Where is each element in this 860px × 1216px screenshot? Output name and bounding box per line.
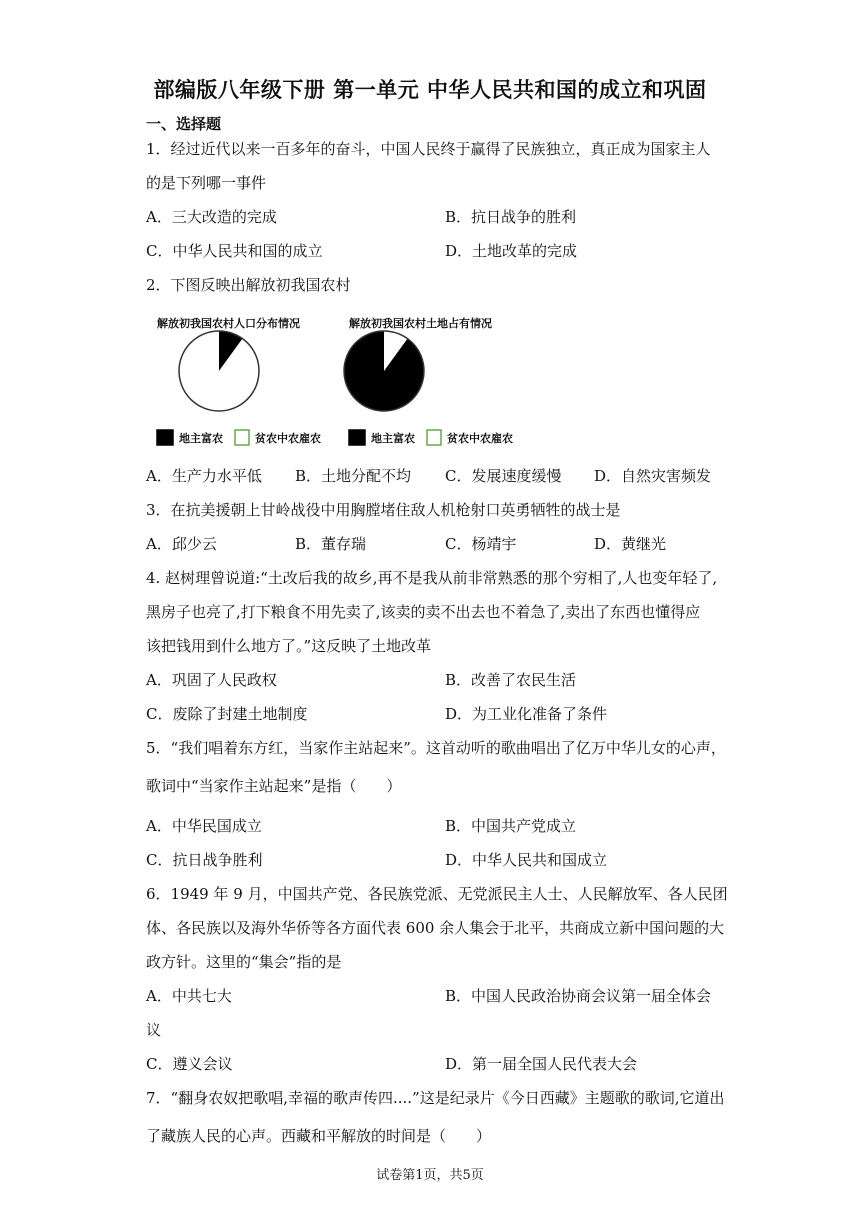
q1-option-b: B．抗日战争的胜利 — [445, 208, 577, 226]
q7-stem-line-1: 7．“翻身农奴把歌唱,幸福的歌声传四....”这是纪录片《今日西藏》主题歌的歌词,它道出 — [146, 1089, 725, 1107]
q6-option-b: B．中国人民政治协商会议第一届全体会 — [445, 987, 712, 1005]
q4-stem-line-1: 4. 赵树理曾说道:“土改后我的故乡,再不是我从前非常熟悉的那个穷相了,人也变年轻了, — [146, 569, 718, 587]
chart-2-legend-swatch-1 — [349, 430, 365, 445]
q2-stem: 2．下图反映出解放初我国农村 — [146, 276, 351, 294]
q2-option-a: A．生产力水平低 — [146, 467, 262, 485]
chart-2-title: 解放初我国农村土地占有情况 — [349, 317, 492, 330]
q4-option-a: A．巩固了人民政权 — [146, 671, 277, 689]
q6-stem-line-2: 体、各民族以及海外华侨等各方面代表 600 余人集会于北平，共商成立新中国问题的大 — [146, 919, 725, 937]
q2-pie-figure — [155, 314, 535, 454]
q6-option-c: C．遵义会议 — [146, 1055, 233, 1073]
chart-2-legend-label-2: 贫农中农雇农 — [447, 432, 513, 445]
q2-pie-charts — [155, 314, 535, 454]
exam-title: 部编版八年级下册 第一单元 中华人民共和国的成立和巩固 — [153, 78, 707, 102]
q5-option-d: D．中华人民共和国成立 — [445, 851, 608, 869]
q3-stem: 3．在抗美援朝上甘岭战役中用胸膛堵住敌人机枪射口英勇牺牲的战士是 — [146, 501, 621, 519]
q5-stem-line-2: 歌词中“当家作主站起来”是指（ ） — [146, 777, 402, 795]
chart-2-legend-label-1: 地主富农 — [371, 432, 415, 445]
chart-1-title: 解放初我国农村人口分布情况 — [157, 317, 300, 330]
section-heading: 一、选择题 — [146, 115, 222, 133]
q4-stem-line-2: 黑房子也亮了,打下粮食不用先卖了,该卖的卖不出去也不着急了,卖出了东西也懂得应 — [146, 603, 701, 621]
q4-stem-line-3: 该把钱用到什么地方了。”这反映了土地改革 — [146, 637, 432, 655]
chart-1-legend-swatch-2 — [235, 430, 249, 445]
q6-option-a: A．中共七大 — [146, 987, 232, 1005]
q1-option-d: D．土地改革的完成 — [445, 242, 578, 260]
q3-option-b: B．董存瑞 — [295, 535, 367, 553]
page-footer: 试卷第1页，共5页 — [376, 1168, 484, 1183]
chart-2-legend-swatch-2 — [427, 430, 441, 445]
q7-stem-line-2: 了藏族人民的心声。西藏和平解放的时间是（ ） — [146, 1127, 492, 1145]
q1-stem-line-1: 1．经过近代以来一百多年的奋斗，中国人民终于赢得了民族独立，真正成为国家主人 — [146, 140, 711, 158]
q6-stem-line-3: 政方针。这里的“集会”指的是 — [146, 953, 342, 971]
q1-option-a: A．三大改造的完成 — [146, 208, 277, 226]
q4-option-b: B．改善了农民生活 — [445, 671, 577, 689]
q2-option-d: D．自然灾害频发 — [594, 467, 712, 485]
q6-stem-line-1: 6．1949 年 9 月，中国共产党、各民族党派、无党派民主人士、人民解放军、各人民团 — [146, 885, 728, 903]
q5-stem-line-1: 5．“我们唱着东方红，当家作主站起来”。这首动听的歌曲唱出了亿万中华儿女的心声， — [146, 739, 726, 757]
q6-option-b-continued: 议 — [146, 1021, 162, 1039]
q5-option-b: B．中国共产党成立 — [445, 817, 577, 835]
q5-option-a: A．中华民国成立 — [146, 817, 262, 835]
q1-stem-line-2: 的是下列哪一事件 — [146, 174, 267, 192]
chart-1-legend-label-2: 贫农中农雇农 — [255, 432, 321, 445]
q2-option-c: C．发展速度缓慢 — [445, 467, 562, 485]
q3-option-a: A．邱少云 — [146, 535, 217, 553]
chart-1-legend-label-1: 地主富农 — [179, 432, 223, 445]
q4-option-c: C．废除了封建土地制度 — [146, 705, 308, 723]
q3-option-c: C．杨靖宇 — [445, 535, 517, 553]
q4-option-d: D．为工业化准备了条件 — [445, 705, 608, 723]
q1-option-c: C．中华人民共和国的成立 — [146, 242, 323, 260]
q2-option-b: B．土地分配不均 — [295, 467, 412, 485]
chart-1-legend-swatch-1 — [157, 430, 173, 445]
q5-option-c: C．抗日战争胜利 — [146, 851, 263, 869]
q6-option-d: D．第一届全国人民代表大会 — [445, 1055, 638, 1073]
q3-option-d: D．黄继光 — [594, 535, 667, 553]
